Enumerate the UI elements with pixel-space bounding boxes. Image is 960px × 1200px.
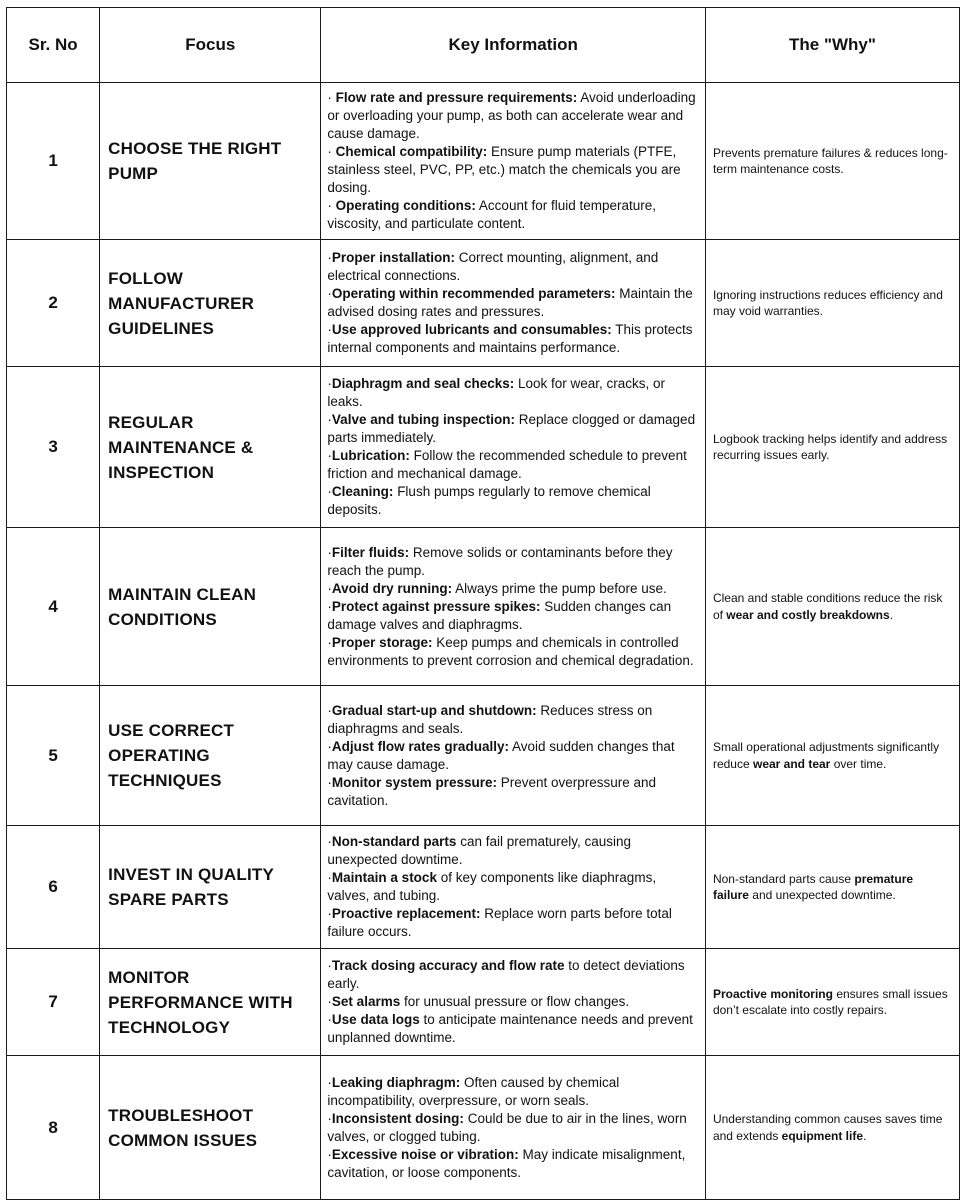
why-text: Clean and stable conditions reduce the risk of bbox=[712, 591, 943, 622]
key-point-text: Flush pumps regularly to remove chemical deposits. bbox=[327, 484, 651, 517]
why-explanation bbox=[705, 1056, 959, 1200]
why-text: over time. bbox=[830, 756, 887, 771]
focus-title-line: USE CORRECT bbox=[108, 721, 235, 740]
row-number: 3 bbox=[7, 367, 100, 528]
key-point bbox=[327, 598, 699, 634]
key-point-text: Follow the recommended schedule to prevent friction and mechanical damage. bbox=[327, 448, 687, 481]
key-point-heading: Proper storage: bbox=[331, 634, 433, 650]
focus-title bbox=[100, 686, 321, 826]
header-focus: Focus bbox=[100, 8, 321, 83]
bullet-dot: · bbox=[327, 90, 336, 105]
key-point-text: Often caused by chemical incompatibility, overpressure, or worn seals. bbox=[327, 1074, 620, 1108]
focus-title bbox=[100, 240, 321, 367]
key-point-text: to anticipate maintenance needs and prevent unplanned downtime. bbox=[327, 1012, 693, 1045]
key-point-heading: Maintain a stock bbox=[331, 870, 437, 885]
key-point bbox=[327, 738, 699, 774]
focus-title-line: CONDITIONS bbox=[108, 609, 217, 629]
row-number: 6 bbox=[7, 826, 100, 949]
why-emphasis: wear and costly breakdowns bbox=[726, 607, 890, 622]
row-number: 4 bbox=[7, 528, 100, 686]
why-text: Small operational adjustments significantly reduce bbox=[712, 740, 940, 771]
why-text: Prevents premature failures & reduces long-term maintenance costs. bbox=[712, 145, 948, 176]
key-point-text: Keep pumps and chemicals in controlled environments to prevent corrosion and chemical degradation. bbox=[327, 634, 694, 668]
table-row bbox=[7, 1056, 960, 1200]
table-row bbox=[7, 528, 960, 686]
key-point bbox=[327, 580, 699, 598]
key-information bbox=[321, 686, 706, 826]
why-text: ensures small issues don’t escalate into costly repairs. bbox=[712, 986, 948, 1017]
key-point-heading: Chemical compatibility: bbox=[335, 144, 488, 159]
key-point-text: Avoid underloading or overloading your pump, as both can accelerate wear and cause damage. bbox=[327, 90, 696, 141]
key-point bbox=[327, 833, 699, 869]
key-point-heading: Lubrication: bbox=[331, 448, 410, 463]
key-point-text: can fail prematurely, causing unexpected downtime. bbox=[327, 834, 632, 867]
why-explanation bbox=[705, 367, 959, 528]
key-point bbox=[327, 869, 699, 905]
key-point bbox=[327, 905, 699, 941]
why-emphasis: Proactive monitoring bbox=[712, 986, 833, 1001]
focus-title bbox=[100, 367, 321, 528]
bullet-dot: · bbox=[327, 580, 332, 596]
row-number: 1 bbox=[7, 83, 100, 240]
key-point bbox=[327, 993, 699, 1011]
key-point-text: Replace clogged or damaged parts immediately. bbox=[327, 412, 696, 445]
why-emphasis: premature failure bbox=[712, 871, 914, 902]
focus-title-line: TECHNOLOGY bbox=[108, 1017, 231, 1037]
bullet-dot: · bbox=[327, 286, 332, 301]
key-point bbox=[327, 285, 699, 321]
why-text: and unexpected downtime. bbox=[748, 888, 896, 902]
key-information bbox=[321, 949, 706, 1056]
why-text: . bbox=[889, 607, 894, 622]
bullet-dot: · bbox=[327, 448, 332, 463]
bullet-dot: · bbox=[327, 738, 332, 754]
why-emphasis: equipment life bbox=[781, 1128, 864, 1143]
key-point-heading: Operating within recommended parameters: bbox=[331, 286, 616, 301]
focus-title-line: GUIDELINES bbox=[108, 318, 215, 338]
key-point-text: Could be due to air in the lines, worn valves, or clogged tubing. bbox=[327, 1110, 687, 1144]
key-point-heading: Cleaning: bbox=[331, 484, 394, 499]
bullet-dot: · bbox=[327, 544, 332, 560]
table-row bbox=[7, 949, 960, 1056]
focus-title-line: INSPECTION bbox=[108, 462, 215, 482]
key-point-heading: Non-standard parts bbox=[331, 834, 457, 849]
key-point-text: Reduces stress on diaphragms and seals. bbox=[327, 702, 653, 736]
focus-title-line: MANUFACTURER bbox=[108, 293, 255, 313]
why-text: Ignoring instructions reduces efficiency and may void warranties. bbox=[712, 287, 943, 318]
bullet-dot: · bbox=[327, 994, 332, 1009]
focus-title-line: PUMP bbox=[108, 164, 159, 183]
focus-title-line: REGULAR bbox=[108, 412, 194, 432]
key-information bbox=[321, 240, 706, 367]
why-explanation bbox=[705, 826, 959, 949]
table-row bbox=[7, 686, 960, 826]
focus-title bbox=[100, 949, 321, 1056]
header-key-information: Key Information bbox=[321, 8, 706, 83]
key-point-heading: Valve and tubing inspection: bbox=[331, 412, 515, 427]
bullet-dot: · bbox=[327, 322, 332, 337]
key-point-text: Replace worn parts before total failure occurs. bbox=[327, 906, 672, 939]
row-number: 2 bbox=[7, 240, 100, 367]
key-point-text: to detect deviations early. bbox=[327, 958, 685, 991]
bullet-dot: · bbox=[327, 906, 332, 921]
focus-title-line: MAINTENANCE & bbox=[108, 437, 254, 457]
header-why: The "Why" bbox=[705, 8, 959, 83]
focus-title-line: MAINTAIN CLEAN bbox=[108, 584, 257, 604]
why-text: Logbook tracking helps identify and address recurring issues early. bbox=[712, 431, 948, 462]
bullet-dot: · bbox=[327, 1012, 332, 1027]
table-row bbox=[7, 367, 960, 528]
focus-title-line: PERFORMANCE WITH bbox=[108, 992, 293, 1012]
key-point-text: Maintain the advised dosing rates and pressures. bbox=[327, 286, 693, 319]
focus-title-line: INVEST IN QUALITY bbox=[108, 865, 275, 884]
row-number: 8 bbox=[7, 1056, 100, 1200]
key-point bbox=[327, 411, 699, 447]
table-row bbox=[7, 240, 960, 367]
why-emphasis: wear and tear bbox=[752, 756, 831, 771]
key-information bbox=[321, 528, 706, 686]
key-point-heading: Flow rate and pressure requirements: bbox=[335, 90, 578, 105]
focus-title-line: MONITOR bbox=[108, 967, 190, 987]
key-point-text: Account for fluid temperature, viscosity, and particulate content. bbox=[327, 198, 657, 231]
key-point bbox=[327, 1110, 699, 1146]
focus-title-line: SPARE PARTS bbox=[108, 890, 229, 909]
bullet-dot: · bbox=[327, 376, 332, 391]
key-point bbox=[327, 544, 699, 580]
key-point bbox=[327, 957, 699, 993]
key-point-text: Always prime the pump before use. bbox=[452, 580, 667, 596]
header-row bbox=[7, 8, 960, 83]
focus-title bbox=[100, 528, 321, 686]
key-point bbox=[327, 1146, 699, 1182]
key-point-text: Correct mounting, alignment, and electrical connections. bbox=[327, 250, 659, 283]
key-point bbox=[327, 249, 699, 285]
key-point-text: May indicate misalignment, cavitation, or loose components. bbox=[327, 1146, 686, 1180]
why-explanation bbox=[705, 949, 959, 1056]
pump-care-table bbox=[6, 7, 960, 1200]
table-row bbox=[7, 83, 960, 240]
key-point bbox=[327, 483, 699, 519]
key-point-heading: Inconsistent dosing: bbox=[331, 1110, 464, 1126]
key-point-heading: Monitor system pressure: bbox=[331, 774, 497, 790]
key-point-text: for unusual pressure or flow changes. bbox=[400, 994, 630, 1009]
key-point-heading: Use data logs bbox=[331, 1012, 420, 1027]
key-point-heading: Set alarms bbox=[331, 994, 401, 1009]
bullet-dot: · bbox=[327, 774, 332, 790]
key-point bbox=[327, 321, 699, 357]
bullet-dot: · bbox=[327, 1074, 332, 1090]
bullet-dot: · bbox=[327, 634, 332, 650]
why-text: Non-standard parts cause bbox=[712, 871, 855, 886]
key-point bbox=[327, 702, 699, 738]
key-information bbox=[321, 83, 706, 240]
why-explanation bbox=[705, 528, 959, 686]
focus-title bbox=[100, 1056, 321, 1200]
bullet-dot: · bbox=[327, 484, 332, 499]
why-text: . bbox=[863, 1128, 867, 1143]
table-body bbox=[7, 83, 960, 1200]
key-point-heading: Diaphragm and seal checks: bbox=[331, 376, 515, 391]
bullet-dot: · bbox=[327, 958, 332, 973]
why-explanation bbox=[705, 240, 959, 367]
key-point bbox=[327, 143, 699, 197]
bullet-dot: · bbox=[327, 702, 332, 718]
key-point bbox=[327, 89, 699, 143]
key-point-heading: Avoid dry running: bbox=[331, 580, 453, 596]
focus-title-line: FOLLOW bbox=[108, 268, 184, 288]
key-point-heading: Filter fluids: bbox=[331, 544, 410, 560]
key-point-text: Prevent overpressure and cavitation. bbox=[327, 774, 657, 808]
key-point bbox=[327, 774, 699, 810]
focus-title-line: TROUBLESHOOT bbox=[108, 1105, 254, 1125]
key-point-heading: Operating conditions: bbox=[335, 198, 476, 213]
key-point bbox=[327, 447, 699, 483]
key-information bbox=[321, 826, 706, 949]
key-point bbox=[327, 1011, 699, 1047]
header-sr-no: Sr. No bbox=[7, 8, 100, 83]
key-point-heading: Use approved lubricants and consumables: bbox=[331, 322, 612, 337]
key-point-heading: Proper installation: bbox=[331, 250, 455, 265]
key-point-text: Ensure pump materials (PTFE, stainless steel, PVC, PP, etc.) match the chemicals you are dosing. bbox=[327, 144, 681, 195]
focus-title bbox=[100, 826, 321, 949]
key-point-text: Remove solids or contaminants before they reach the pump. bbox=[327, 544, 673, 578]
table-row bbox=[7, 826, 960, 949]
focus-title-line: OPERATING bbox=[108, 746, 210, 765]
key-point-heading: Protect against pressure spikes: bbox=[331, 598, 541, 614]
key-point-heading: Track dosing accuracy and flow rate bbox=[331, 958, 565, 973]
key-point bbox=[327, 1074, 699, 1110]
row-number: 7 bbox=[7, 949, 100, 1056]
key-point-text: This protects internal components and maintains performance. bbox=[327, 322, 693, 355]
key-point-text: Look for wear, cracks, or leaks. bbox=[327, 376, 666, 409]
key-point-heading: Adjust flow rates gradually: bbox=[331, 738, 509, 754]
bullet-dot: · bbox=[327, 834, 332, 849]
bullet-dot: · bbox=[327, 250, 332, 265]
bullet-dot: · bbox=[327, 598, 332, 614]
key-information bbox=[321, 367, 706, 528]
focus-title bbox=[100, 83, 321, 240]
focus-title-line: COMMON ISSUES bbox=[108, 1130, 258, 1150]
key-point-heading: Gradual start-up and shutdown: bbox=[331, 702, 537, 718]
bullet-dot: · bbox=[327, 1110, 332, 1126]
key-point bbox=[327, 197, 699, 233]
why-explanation bbox=[705, 686, 959, 826]
bullet-dot: · bbox=[327, 198, 336, 213]
why-text: Understanding common causes saves time and extends bbox=[712, 1112, 943, 1143]
bullet-dot: · bbox=[327, 1146, 332, 1162]
key-point-text: Sudden changes can damage valves and diaphragms. bbox=[327, 598, 672, 632]
bullet-dot: · bbox=[327, 870, 332, 885]
focus-title-line: CHOOSE THE RIGHT bbox=[108, 139, 282, 158]
bullet-dot: · bbox=[327, 412, 332, 427]
key-point-heading: Leaking diaphragm: bbox=[331, 1074, 461, 1090]
key-point bbox=[327, 375, 699, 411]
key-information bbox=[321, 1056, 706, 1200]
key-point-heading: Excessive noise or vibration: bbox=[331, 1146, 519, 1162]
key-point-text: of key components like diaphragms, valves, and tubing. bbox=[327, 870, 657, 903]
focus-title-line: TECHNIQUES bbox=[108, 771, 222, 790]
key-point bbox=[327, 634, 699, 670]
key-point-heading: Proactive replacement: bbox=[331, 906, 481, 921]
bullet-dot: · bbox=[327, 144, 336, 159]
why-explanation bbox=[705, 83, 959, 240]
row-number: 5 bbox=[7, 686, 100, 826]
key-point-text: Avoid sudden changes that may cause damage. bbox=[327, 738, 675, 772]
